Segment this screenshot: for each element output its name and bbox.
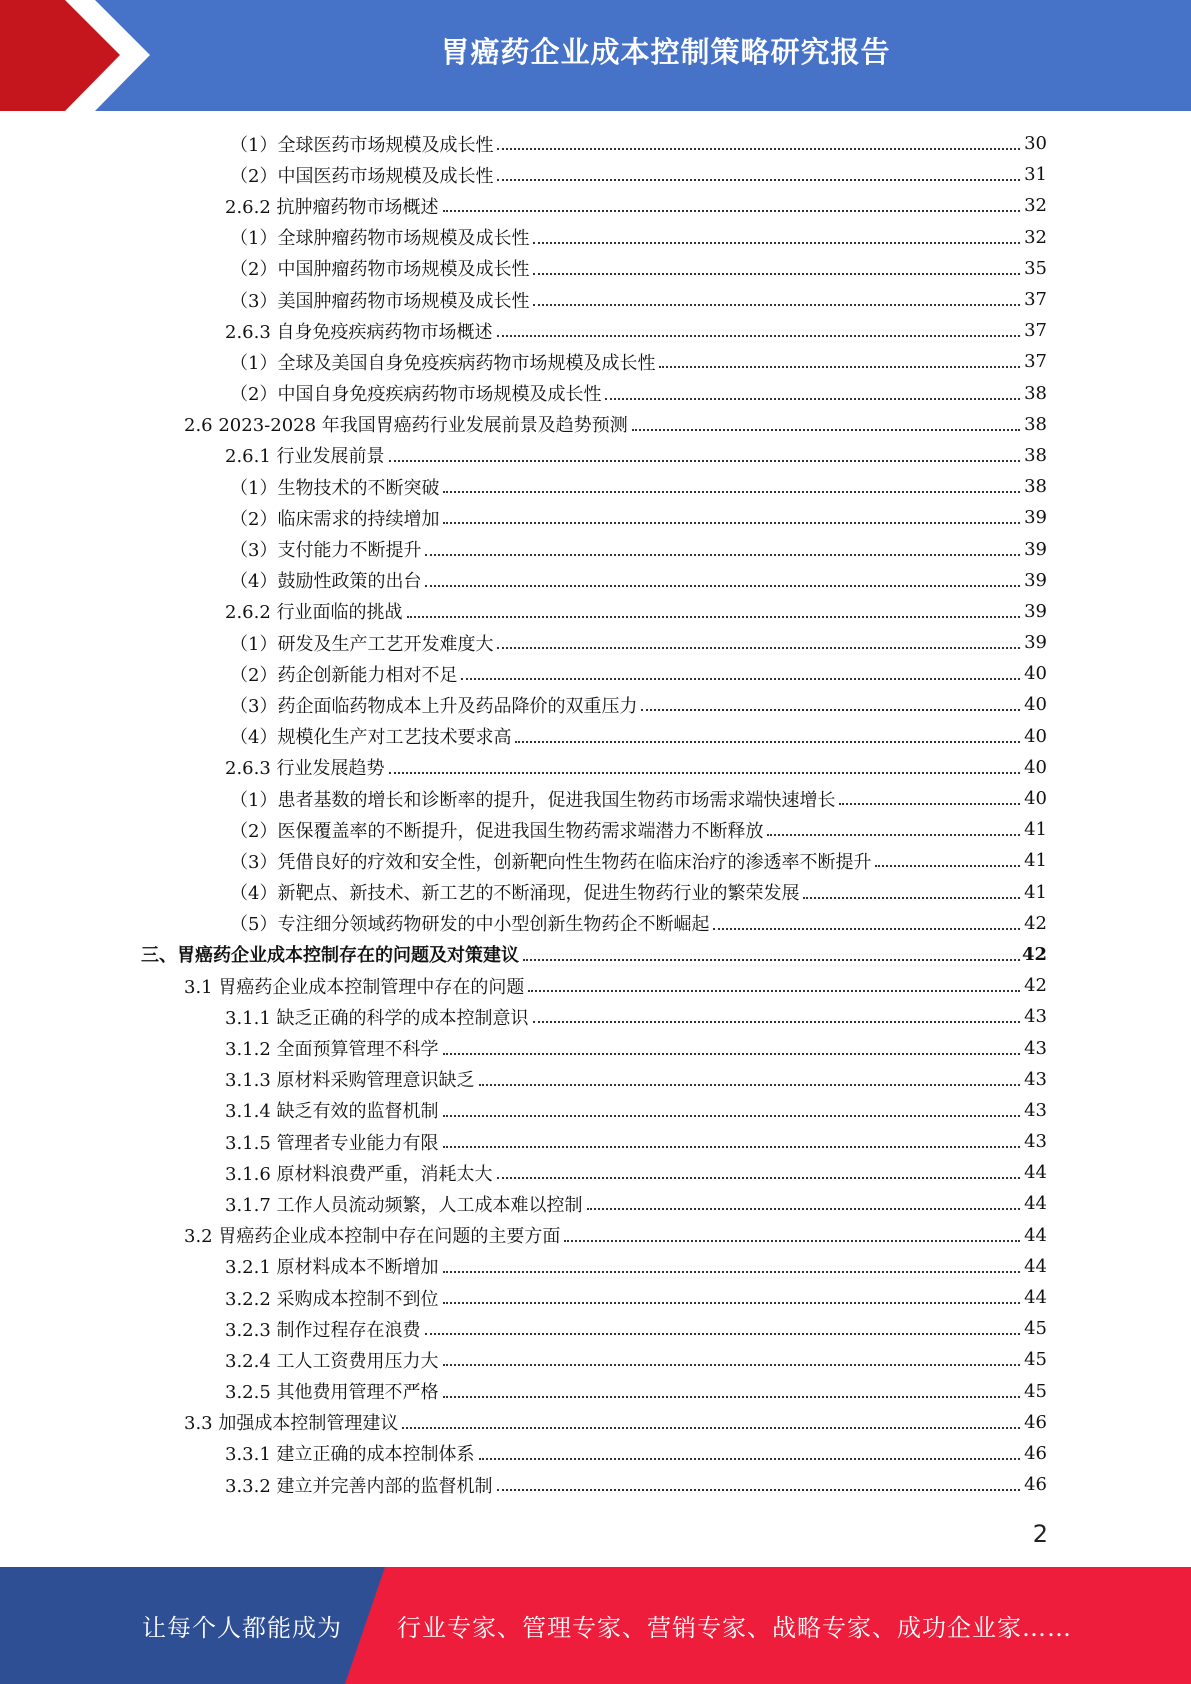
toc-entry[interactable]	[230, 877, 1047, 908]
toc-entry-label: 3.1.5 管理者专业能力有限	[225, 1132, 439, 1154]
toc-dot-leader	[533, 272, 1020, 275]
toc-entry-label: （3）凭借良好的疗效和安全性，创新靶向性生物药在临床治疗的渗透率不断提升	[230, 851, 872, 873]
toc-entry[interactable]	[230, 627, 1047, 658]
toc-dot-leader	[497, 1176, 1020, 1179]
toc-entry-label: 2.6 2023-2028 年我国胃癌药行业发展前景及趋势预测	[184, 415, 628, 437]
toc-entry-label: 2.6.1 行业发展前景	[225, 446, 385, 468]
toc-dot-leader	[443, 1301, 1020, 1304]
toc-entry[interactable]	[225, 1313, 1047, 1344]
toc-entry-page: 46	[1024, 1442, 1047, 1464]
toc-entry-page: 40	[1024, 725, 1047, 747]
toc-dot-leader	[587, 1207, 1020, 1210]
toc-entry-page: 40	[1024, 663, 1047, 685]
toc-dot-leader	[443, 1395, 1020, 1398]
chevron-arrow-icon	[0, 0, 150, 111]
toc-entry[interactable]	[230, 721, 1047, 752]
toc-entry[interactable]	[230, 502, 1047, 533]
toc-entry-label: （2）药企创新能力相对不足	[230, 664, 458, 686]
toc-entry-page: 38	[1024, 476, 1047, 498]
toc-entry[interactable]	[230, 471, 1047, 502]
toc-entry-page: 46	[1024, 1411, 1047, 1433]
toc-entry-page: 44	[1024, 1255, 1047, 1277]
toc-entry-label: 3.2.3 制作过程存在浪费	[225, 1319, 421, 1341]
toc-entry-label: （2）中国肿瘤药物市场规模及成长性	[230, 259, 530, 281]
toc-dot-leader	[528, 989, 1020, 992]
toc-dot-leader	[523, 958, 1020, 961]
toc-entry-label: 2.6.3 自身免疫疾病药物市场概述	[225, 321, 493, 343]
toc-entry[interactable]	[230, 814, 1047, 845]
toc-entry-page: 38	[1024, 444, 1047, 466]
toc-entry-page: 40	[1024, 694, 1047, 716]
toc-entry-label: 3.1 胃癌药企业成本控制管理中存在的问题	[184, 976, 525, 998]
toc-entry[interactable]	[225, 1376, 1047, 1407]
toc-entry-page: 39	[1024, 569, 1047, 591]
toc-entry[interactable]	[230, 533, 1047, 564]
toc-entry-page: 39	[1024, 600, 1047, 622]
toc-dot-leader	[443, 1270, 1020, 1273]
toc-entry-label: 3.3.2 建立并完善内部的监督机制	[225, 1475, 493, 1497]
toc-dot-leader	[479, 1457, 1020, 1460]
toc-entry[interactable]	[225, 596, 1047, 627]
toc-entry-label: （3）支付能力不断提升	[230, 540, 422, 562]
toc-dot-leader	[461, 677, 1020, 680]
toc-entry-page: 43	[1024, 1006, 1047, 1028]
toc-entry-label: （1）生物技术的不断突破	[230, 477, 440, 499]
toc-entry-label: 2.6.2 行业面临的挑战	[225, 602, 403, 624]
toc-entry[interactable]	[184, 1407, 1047, 1438]
toc-entry[interactable]	[225, 1001, 1047, 1032]
toc-entry-page: 37	[1024, 351, 1047, 373]
toc-entry-label: 3.2.4 工人工资费用压力大	[225, 1350, 439, 1372]
toc-entry-page: 38	[1024, 382, 1047, 404]
toc-entry-page: 38	[1024, 413, 1047, 435]
toc-entry[interactable]	[230, 908, 1047, 939]
toc-dot-leader	[443, 209, 1020, 212]
toc-entry-label: 2.6.2 抗肿瘤药物市场概述	[225, 196, 439, 218]
toc-dot-leader	[767, 833, 1020, 836]
toc-dot-leader	[425, 553, 1020, 556]
toc-dot-leader	[389, 771, 1020, 774]
toc-entry-page: 39	[1024, 632, 1047, 654]
toc-entry[interactable]	[230, 783, 1047, 814]
toc-dot-leader	[479, 1083, 1020, 1086]
toc-entry[interactable]	[225, 1157, 1047, 1188]
toc-entry-label: 3.1.4 缺乏有效的监督机制	[225, 1101, 439, 1123]
toc-entry-label: （1）研发及生产工艺开发难度大	[230, 633, 494, 655]
toc-entry-label: 三、胃癌药企业成本控制存在的问题及对策建议	[141, 945, 519, 967]
toc-entry[interactable]	[225, 1095, 1047, 1126]
toc-entry-label: （1）患者基数的增长和诊断率的提升，促进我国生物药市场需求端快速增长	[230, 789, 836, 811]
toc-dot-leader	[641, 708, 1020, 711]
toc-dot-leader	[443, 490, 1020, 493]
toc-entry-page: 31	[1024, 164, 1047, 186]
footer-slogan-right: 行业专家、管理专家、营销专家、战略专家、成功企业家……	[397, 1614, 1072, 1642]
toc-entry[interactable]	[225, 440, 1047, 471]
toc-entry[interactable]	[230, 845, 1047, 876]
toc-dot-leader	[443, 521, 1020, 524]
toc-entry-label: （2）中国自身免疫疾病药物市场规模及成长性	[230, 384, 602, 406]
toc-entry[interactable]	[230, 128, 1047, 159]
toc-entry-page: 41	[1024, 850, 1047, 872]
toc-entry-label: 3.1.2 全面预算管理不科学	[225, 1039, 439, 1061]
toc-entry-label: 3.3 加强成本控制管理建议	[184, 1413, 399, 1435]
toc-entry-label: （1）全球医药市场规模及成长性	[230, 134, 494, 156]
toc-entry-label: （2）临床需求的持续增加	[230, 508, 440, 530]
toc-entry-label: 3.2.2 采购成本控制不到位	[225, 1288, 439, 1310]
toc-entry-page: 41	[1024, 819, 1047, 841]
toc-entry-page: 32	[1024, 226, 1047, 248]
toc-entry-page: 43	[1024, 1099, 1047, 1121]
toc-dot-leader	[839, 802, 1020, 805]
toc-entry[interactable]	[230, 565, 1047, 596]
toc-dot-leader	[497, 646, 1020, 649]
toc-entry-page: 42	[1024, 912, 1047, 934]
toc-entry-label: 3.1.3 原材料采购管理意识缺乏	[225, 1070, 475, 1092]
toc-dot-leader	[443, 1363, 1020, 1366]
toc-entry[interactable]	[225, 1188, 1047, 1219]
toc-entry-page: 37	[1024, 320, 1047, 342]
toc-entry-page: 39	[1024, 538, 1047, 560]
toc-entry-label: （1）全球肿瘤药物市场规模及成长性	[230, 228, 530, 250]
toc-entry[interactable]	[225, 1344, 1047, 1375]
toc-dot-leader	[803, 896, 1020, 899]
footer-slogan-left: 让每个人都能成为	[142, 1614, 342, 1642]
toc-entry[interactable]	[225, 1282, 1047, 1313]
toc-entry-page: 45	[1024, 1380, 1047, 1402]
toc-entry-page: 43	[1024, 1037, 1047, 1059]
toc-entry-label: 2.6.3 行业发展趋势	[225, 758, 385, 780]
toc-entry-page: 43	[1024, 1068, 1047, 1090]
toc-entry-page: 35	[1024, 257, 1047, 279]
toc-dot-leader	[407, 615, 1020, 618]
toc-entry-label: （3）药企面临药物成本上升及药品降价的双重压力	[230, 695, 638, 717]
toc-entry[interactable]	[225, 1064, 1047, 1095]
toc-entry-page: 45	[1024, 1349, 1047, 1371]
toc-entry[interactable]	[225, 1032, 1047, 1063]
toc-entry[interactable]	[141, 939, 1047, 970]
toc-entry[interactable]	[225, 190, 1047, 221]
toc-dot-leader	[605, 397, 1020, 400]
toc-entry-page: 40	[1024, 788, 1047, 810]
toc-entry-page: 42	[1021, 943, 1047, 965]
toc-entry-label: （2）医保覆盖率的不断提升，促进我国生物药需求端潜力不断释放	[230, 820, 764, 842]
toc-entry[interactable]	[225, 1126, 1047, 1157]
header-title: 胃癌药企业成本控制策略研究报告	[440, 34, 891, 69]
toc-dot-leader	[533, 241, 1020, 244]
page-footer	[0, 1567, 1191, 1684]
toc-entry[interactable]	[225, 752, 1047, 783]
toc-entry-page: 44	[1024, 1224, 1047, 1246]
toc-entry-page: 32	[1024, 195, 1047, 217]
toc-dot-leader	[533, 303, 1020, 306]
toc-entry[interactable]	[230, 346, 1047, 377]
toc-entry[interactable]	[230, 253, 1047, 284]
toc-entry-label: （1）全球及美国自身免疫疾病药物市场规模及成长性	[230, 352, 656, 374]
toc-entry[interactable]	[230, 378, 1047, 409]
toc-dot-leader	[425, 584, 1020, 587]
toc-dot-leader	[875, 864, 1020, 867]
toc-dot-leader	[497, 334, 1020, 337]
toc-entry-page: 45	[1024, 1318, 1047, 1340]
toc-entry[interactable]	[225, 1469, 1047, 1500]
toc-entry[interactable]	[230, 159, 1047, 190]
toc-dot-leader	[497, 178, 1020, 181]
toc-dot-leader	[443, 1114, 1020, 1117]
toc-entry-label: （4）鼓励性政策的出台	[230, 571, 422, 593]
toc-entry-page: 30	[1024, 133, 1047, 155]
toc-entry-label: 3.2.5 其他费用管理不严格	[225, 1382, 439, 1404]
toc-entry-label: （2）中国医药市场规模及成长性	[230, 165, 494, 187]
toc-entry[interactable]	[230, 284, 1047, 315]
toc-entry-label: 3.1.1 缺乏正确的科学的成本控制意识	[225, 1007, 529, 1029]
toc-dot-leader	[497, 1488, 1020, 1491]
toc-entry-label: （3）美国肿瘤药物市场规模及成长性	[230, 290, 530, 312]
toc-dot-leader	[659, 365, 1020, 368]
toc-dot-leader	[564, 1239, 1020, 1242]
toc-entry-label: 3.1.6 原材料浪费严重，消耗太大	[225, 1163, 493, 1185]
toc-entry[interactable]	[184, 409, 1047, 440]
toc-entry-page: 46	[1024, 1474, 1047, 1496]
toc-dot-leader	[443, 1052, 1020, 1055]
toc-entry-label: （4）规模化生产对工艺技术要求高	[230, 727, 512, 749]
toc-entry-page: 41	[1024, 881, 1047, 903]
toc-dot-leader	[497, 147, 1020, 150]
toc-dot-leader	[425, 1332, 1020, 1335]
toc-entry[interactable]	[230, 222, 1047, 253]
toc-dot-leader	[515, 740, 1020, 743]
toc-entry-page: 37	[1024, 289, 1047, 311]
toc-entry[interactable]	[225, 1251, 1047, 1282]
toc-entry-label: 3.1.7 工作人员流动频繁，人工成本难以控制	[225, 1194, 583, 1216]
toc-entry-page: 42	[1024, 975, 1047, 997]
toc-dot-leader	[443, 1145, 1020, 1148]
toc-entry-label: 3.2.1 原材料成本不断增加	[225, 1257, 439, 1279]
page-number: 2	[1032, 1520, 1048, 1548]
toc-entry[interactable]	[184, 970, 1047, 1001]
toc-entry-label: 3.3.1 建立正确的成本控制体系	[225, 1444, 475, 1466]
toc-entry-page: 43	[1024, 1131, 1047, 1153]
toc-dot-leader	[389, 459, 1020, 462]
toc-entry-label: （5）专注细分领域药物研发的中小型创新生物药企不断崛起	[230, 914, 710, 936]
toc-entry-page: 40	[1024, 756, 1047, 778]
toc-entry[interactable]	[230, 658, 1047, 689]
page-header	[0, 0, 1191, 111]
toc-dot-leader	[533, 1020, 1020, 1023]
toc-entry[interactable]	[230, 689, 1047, 720]
toc-entry[interactable]	[225, 315, 1047, 346]
toc-entry-label: 3.2 胃癌药企业成本控制中存在问题的主要方面	[184, 1226, 561, 1248]
toc-entry-page: 44	[1024, 1287, 1047, 1309]
toc-entry-page: 39	[1024, 507, 1047, 529]
toc-dot-leader	[713, 927, 1020, 930]
toc-entry[interactable]	[184, 1220, 1047, 1251]
toc-entry[interactable]	[225, 1438, 1047, 1469]
table-of-contents	[0, 128, 1191, 1500]
toc-entry-page: 44	[1024, 1193, 1047, 1215]
toc-entry-page: 44	[1024, 1162, 1047, 1184]
toc-dot-leader	[632, 428, 1020, 431]
toc-entry-label: （4）新靶点、新技术、新工艺的不断涌现，促进生物药行业的繁荣发展	[230, 883, 800, 905]
toc-dot-leader	[402, 1426, 1020, 1429]
